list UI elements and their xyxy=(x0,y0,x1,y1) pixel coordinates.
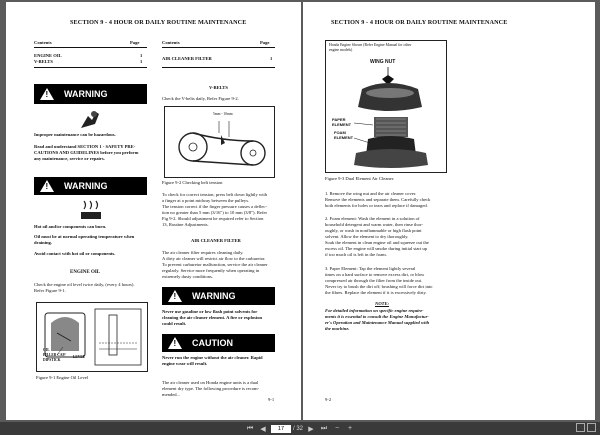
vbelts-heading: V-BELTS xyxy=(209,85,228,90)
warning-label: WARNING xyxy=(64,89,108,99)
last-page-icon[interactable]: ⏭ xyxy=(320,424,328,432)
step-text: excess oil. The engine will smoke during initial start up xyxy=(325,246,427,251)
caution-label: CAUTION xyxy=(192,338,233,348)
avoid-text: Avoid contact with hot oil or components. xyxy=(34,251,116,256)
dual-text: mended... xyxy=(162,392,180,397)
step-text: 1. Remove the wing nut and the air cleaner cover. xyxy=(325,191,417,196)
step-text: the fibres. Replace the element if it is excessively dirty. xyxy=(325,290,427,295)
fit-icon[interactable] xyxy=(587,423,596,432)
warning-box xyxy=(34,177,147,195)
section-title: SECTION 9 - 4 HOUR OR DAILY ROUTINE MAINTENANCE xyxy=(331,19,508,26)
never-text: Never use gasoline or low flash point solvents for xyxy=(162,309,258,314)
section-title: SECTION 9 - 4 HOUR OR DAILY ROUTINE MAINTENANCE xyxy=(70,19,247,26)
fig-dimension: 5mm - 10mm xyxy=(213,112,233,116)
figure-caption: Figure 9-3 Dual Element Air Cleaner. xyxy=(325,176,395,181)
paper-element-label: PAPER xyxy=(332,117,346,122)
fig-label: OIL xyxy=(43,348,50,352)
step-text: Soak the element in clean engine oil and squeeze out the xyxy=(325,240,429,245)
toc-page: 1 xyxy=(140,59,143,64)
fig-header: Honda Engine Shown (Refer Engine Manual for other xyxy=(329,43,412,47)
caution-box xyxy=(162,334,275,352)
vbelts-text: Check the V-belts daily, Refer Figure 9-2. xyxy=(162,96,239,101)
never-text: could result. xyxy=(162,321,187,326)
air-text: A dirty air cleaner will restrict air flow to the carburetor. xyxy=(162,256,266,261)
air-text: To prevent carburetor malfunction, service the air cleaner xyxy=(162,262,268,267)
air-text: regularly. Service more frequently when operating in xyxy=(162,268,260,273)
read-text: CAUTIONS AND GUIDELINES before you perform xyxy=(34,150,139,155)
step-text: Never try to brush the dirt off; brushing will force dirt into xyxy=(325,284,433,289)
total-pages: / 32 xyxy=(292,425,303,432)
tension-text: tion no greater than 5 mm (3/16") to 10 mm (3/8"). Refer xyxy=(162,210,268,215)
left-page xyxy=(6,2,301,420)
page-number: 9-2 xyxy=(325,397,332,402)
warning-label: WARNING xyxy=(192,291,236,301)
next-page-icon[interactable]: ▶ xyxy=(308,425,314,433)
figure-air-cleaner xyxy=(325,40,447,173)
tension-text: To check for correct tension, press belt down lightly with xyxy=(162,192,268,197)
fig-header: engine models) xyxy=(329,48,353,52)
never2-text: engine wear will result. xyxy=(162,361,208,366)
belt-tension-diagram xyxy=(165,107,274,177)
dual-text: element dry type. The following procedure is recom- xyxy=(162,386,260,391)
step-text: if too much oil is left in the foam. xyxy=(325,252,387,257)
step-text: household detergent and warm water, then rinse thor- xyxy=(325,222,423,227)
improper-text: Improper maintenance can be hazardous. xyxy=(34,132,116,137)
warning-triangle-icon: ! xyxy=(40,180,54,192)
check-text: Refer Figure 9-1. xyxy=(34,288,66,293)
caution-triangle-icon: ! xyxy=(168,337,182,349)
paper-element-label: ELEMENT xyxy=(332,122,352,127)
never-text: cleaning the air cleaner element. A fire or explosion xyxy=(162,315,263,320)
first-page-icon[interactable]: ⏮ xyxy=(246,424,254,432)
note-text: For detailed information on specific engine require- xyxy=(325,308,424,313)
toc-item[interactable]: ENGINE OIL xyxy=(34,53,62,58)
zoom-out-icon[interactable]: − xyxy=(334,425,340,432)
step-text: both elements for holes or tears and replace if damaged. xyxy=(325,203,428,208)
note-text: er's Operation and Maintenance Manual supplied with xyxy=(325,320,430,325)
tension-text: a finger at a point midway between the pulleys. xyxy=(162,198,250,203)
divider xyxy=(34,67,147,68)
zoom-in-icon[interactable]: + xyxy=(347,425,353,432)
hazard-hand-icon xyxy=(78,108,102,130)
step-text: Remove the elements and separate them. Carefully check xyxy=(325,197,431,202)
fig-label: FILLER CAP/ xyxy=(43,353,66,357)
figure-caption: Figure 9-1 Engine Oil Level xyxy=(36,375,89,380)
dual-text: The air cleaner used on Honda engine units is a dual xyxy=(162,380,259,385)
viewer-toolbar xyxy=(0,422,600,435)
warning-triangle-icon: ! xyxy=(168,290,182,302)
warning-box xyxy=(34,84,147,104)
wing-nut-label: WING NUT xyxy=(370,59,396,65)
divider xyxy=(34,47,147,48)
figure-caption: Figure 9-2 Checking belt tension xyxy=(162,180,223,185)
divider xyxy=(162,47,275,48)
step-text: oughly, or wash in nonflammable or high flash point xyxy=(325,228,422,233)
air-text: The air cleaner filter requires cleaning daily. xyxy=(162,250,244,255)
hot-text: Hot oil and/or components can burn. xyxy=(34,224,107,229)
step-text: times on a hard surface to remove excess dirt, or blow xyxy=(325,272,425,277)
air-text: extremely dusty conditions. xyxy=(162,274,213,279)
read-text: any maintenance, service or repairs. xyxy=(34,156,105,161)
figure-belt-tension xyxy=(164,106,275,178)
warning-label: WARNING xyxy=(64,181,108,191)
fig-label: DIPSTICK xyxy=(43,358,61,362)
note-text: the machine. xyxy=(325,326,350,331)
note-text: ments it is essential to consult the Engine Manufactur- xyxy=(325,314,429,319)
oil-text: draining. xyxy=(34,240,52,245)
read-text: Read and understand SECTION 1 - SAFETY PRE- xyxy=(34,144,136,149)
page-label: Page xyxy=(130,40,140,45)
warning-box xyxy=(162,287,275,305)
check-text: Check the engine oil level twice daily, (every 4 hours). xyxy=(34,282,135,287)
toc-item[interactable]: V-BELTS xyxy=(34,59,53,64)
foam-element-label: ELEMENT xyxy=(334,135,354,140)
step-text: solvent. Allow the element to dry thoroughly. xyxy=(325,234,409,239)
foam-element-label: FOAM xyxy=(334,130,346,135)
tension-text: The tension correct if the finger pressure causes a deflec- xyxy=(162,204,267,209)
right-page xyxy=(303,2,595,420)
contents-label: Contents xyxy=(34,40,52,45)
page-indicator xyxy=(271,425,303,433)
tension-text: Fig 9-2. Should adjustment be required refer to Section xyxy=(162,216,264,221)
step-text: 3. Paper Element: Tap the element lightly several xyxy=(325,266,416,271)
never2-text: Never run the engine without the air cleaner. Rapid xyxy=(162,355,263,360)
current-page-input[interactable]: 17 xyxy=(271,425,291,433)
step-text: 2. Foam element: Wash the element in a solution of xyxy=(325,216,420,221)
engine-oil-heading: ENGINE OIL xyxy=(70,270,101,275)
view-controls xyxy=(576,423,596,432)
prev-page-icon[interactable]: ◀ xyxy=(260,425,266,433)
page-number: 9-1 xyxy=(268,397,275,402)
step-text: compressed air through the filter from the inside out. xyxy=(325,278,423,283)
fig-label: LEVEL xyxy=(73,355,86,359)
tension-text: 13, Routine Adjustments. xyxy=(162,222,209,227)
oil-text: Oil must be at normal operating temperature when xyxy=(34,234,135,239)
fullscreen-icon[interactable] xyxy=(576,423,585,432)
page-label: Page xyxy=(260,40,270,45)
figure-engine-oil xyxy=(36,302,148,372)
air-cleaner-diagram xyxy=(326,41,446,172)
note-heading: NOTE: xyxy=(375,301,390,306)
air-cleaner-heading: AIR CLEANER FILTER xyxy=(191,238,241,243)
toc-page: 1 xyxy=(270,56,273,61)
toc-item[interactable]: AIR CLEANER FILTER xyxy=(162,56,212,61)
toc-page: 1 xyxy=(140,53,143,58)
hot-surface-icon xyxy=(78,199,104,221)
divider xyxy=(162,67,275,68)
warning-triangle-icon: ! xyxy=(40,88,54,100)
contents-label: Contents xyxy=(162,40,180,45)
